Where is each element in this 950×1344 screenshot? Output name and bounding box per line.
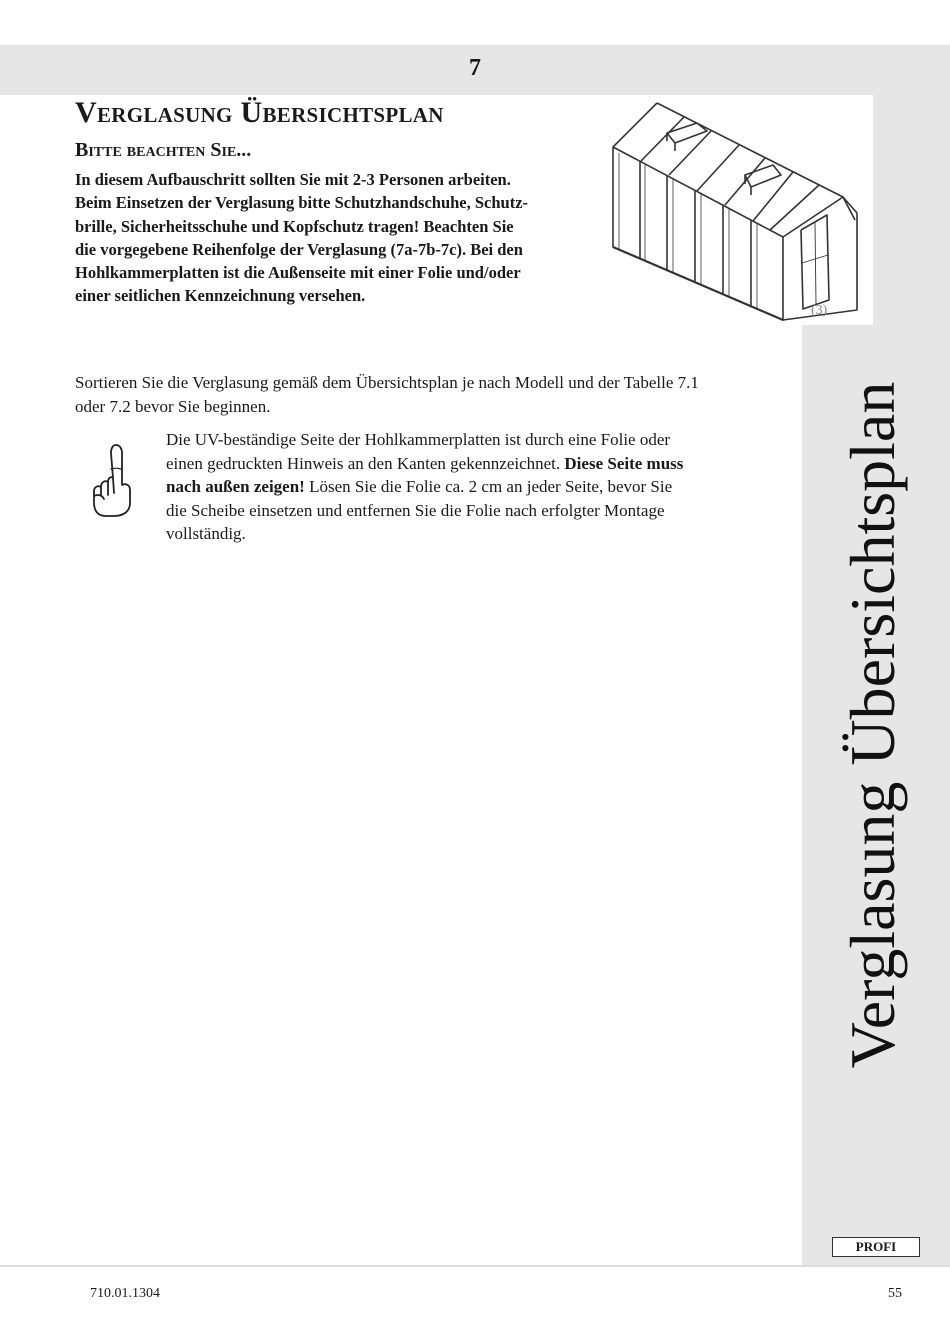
- warning-line: die vorgegebene Reihenfolge der Verglasung (7a-7b-7c). Bei den: [75, 239, 523, 259]
- section-subtitle: Bitte beachten Sie...: [75, 139, 252, 161]
- intro-line: oder 7.2 bevor Sie beginnen.: [75, 396, 271, 416]
- sidebar-vertical-title: Verglasung Übersichtsplan: [837, 381, 908, 1069]
- intro-line: Sortieren Sie die Verglasung gemäß dem Übersichtsplan je nach Modell und der Tabelle 7.1: [75, 373, 699, 392]
- figure-label: (3): [811, 303, 828, 318]
- note-text: Lösen Sie die Folie ca. 2 cm an jeder Seite, bevor Sie: [304, 477, 673, 496]
- note-line: [166, 452, 766, 476]
- step-number: 7: [469, 55, 481, 81]
- footer-divider: [0, 1265, 950, 1267]
- warning-line: In diesem Aufbauschritt sollten Sie mit 2-3 Personen arbeiten.: [75, 170, 511, 189]
- intro-paragraph: [75, 371, 795, 418]
- warning-line: Hohlkammerplatten ist die Außenseite mit einer Folie und/oder: [75, 263, 521, 283]
- pointing-hand-icon: [90, 441, 132, 524]
- note-line: [166, 475, 766, 499]
- note-line: vollständig.: [166, 524, 246, 543]
- document-code: 710.01.1304: [90, 1286, 160, 1301]
- note-line: die Scheibe einsetzen und entfernen Sie die Folie nach erfolgter Montage: [166, 500, 665, 520]
- greenhouse-illustration: [605, 95, 873, 325]
- safety-warning: [75, 168, 605, 308]
- warning-line: Beim Einsetzen der Verglasung bitte Schutzhandschuhe, Schutz-: [75, 193, 529, 213]
- warning-line: einer seitlichen Kennzeichnung versehen.: [75, 286, 366, 306]
- note-line: Die UV-beständige Seite der Hohlkammerplatten ist durch eine Folie oder: [166, 430, 671, 449]
- warning-line: brille, Sicherheitsschuhe und Kopfschutz tragen! Beachten Sie: [75, 216, 514, 236]
- page-number: 55: [888, 1286, 902, 1301]
- page-title: Verglasung Übersichtsplan: [75, 96, 444, 129]
- uv-note: [166, 428, 766, 546]
- profi-badge: PROFI: [832, 1237, 920, 1257]
- note-emphasis: Diese Seite muss: [564, 453, 684, 473]
- greenhouse-figure: [605, 95, 873, 325]
- note-emphasis: nach außen zeigen!: [166, 477, 305, 496]
- note-text: einen gedruckten Hinweis an den Kanten gekennzeichnet.: [166, 453, 565, 473]
